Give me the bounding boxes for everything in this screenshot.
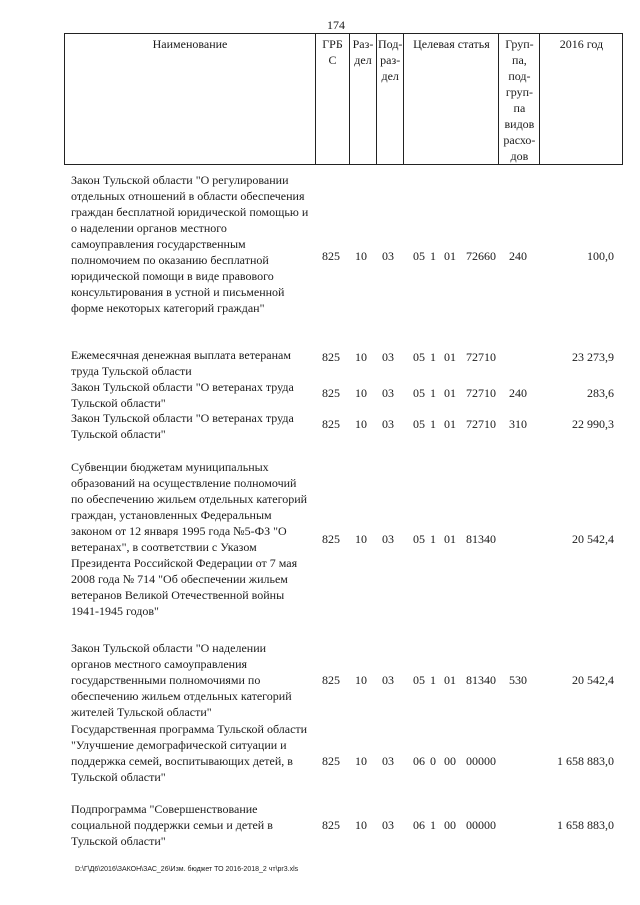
cell-razdel: 10 xyxy=(355,754,367,768)
cell-amount: 283,6 xyxy=(587,386,614,400)
cell-target-subprogram: 1 xyxy=(430,249,436,263)
table-row xyxy=(0,347,640,379)
cell-target-event: 01 xyxy=(444,386,456,400)
row-name: Закон Тульской области "О ветеранах труда Тульской области" xyxy=(71,380,294,410)
table-row xyxy=(0,459,640,619)
cell-amount: 22 990,3 xyxy=(572,417,614,431)
cell-target-program: 05 xyxy=(413,249,425,263)
footer-file-path: D:\Г\Д6\2016\ЗАКОН\ЗАС_26\Изм. бюджет ТО 2016-2018_2 чт\pr3.xls xyxy=(75,866,299,873)
cell-podrazdel: 03 xyxy=(382,417,394,431)
table-row xyxy=(0,379,640,411)
header-razdel: Раз- дел xyxy=(350,34,377,165)
cell-razdel: 10 xyxy=(355,350,367,364)
cell-grbs: 825 xyxy=(322,818,340,832)
table-header xyxy=(64,33,623,165)
cell-target-subprogram: 1 xyxy=(430,417,436,431)
cell-podrazdel: 03 xyxy=(382,754,394,768)
cell-target-subprogram: 1 xyxy=(430,532,436,546)
header-group: Груп- па, под- груп- па видов расхо- дов xyxy=(499,34,540,165)
row-name: Закон Тульской области "О наделении органов местного самоуправления государственными полномочиями по обеспечению жильем отдельных категорий жителей Тульской области" xyxy=(71,641,292,719)
cell-razdel: 10 xyxy=(355,673,367,687)
row-name: Ежемесячная денежная выплата ветеранам труда Тульской области xyxy=(71,348,291,378)
cell-razdel: 10 xyxy=(355,386,367,400)
header-name: Наименование xyxy=(65,34,316,165)
row-name: Субвенции бюджетам муниципальных образований на осуществление полномочий по обеспечению жильем отдельных категорий граждан, установленных Федеральным законом от 12 января 1995 года №5-ФЗ "О ветеранах", в соответствии с Указом Президента Российской Федерации от 7 мая 2008 года № 714 "Об обеспечении жильем ветеранов Великой Отечественной войны 1941-1945 годов" xyxy=(71,460,308,618)
table-row xyxy=(0,801,640,849)
cell-target-program: 05 xyxy=(413,532,425,546)
cell-podrazdel: 03 xyxy=(382,532,394,546)
cell-target-event: 01 xyxy=(444,417,456,431)
cell-target-event: 00 xyxy=(444,818,456,832)
row-name: Закон Тульской области "О ветеранах труда Тульской области" xyxy=(71,411,294,441)
cell-target-subprogram: 0 xyxy=(430,754,436,768)
cell-target-direction: 72660 xyxy=(466,249,496,263)
cell-amount: 1 658 883,0 xyxy=(557,754,614,768)
page-number: 174 xyxy=(327,18,345,32)
cell-razdel: 10 xyxy=(355,532,367,546)
cell-amount: 100,0 xyxy=(587,249,614,263)
cell-target-subprogram: 1 xyxy=(430,818,436,832)
cell-target-event: 01 xyxy=(444,673,456,687)
cell-group: 240 xyxy=(509,386,527,400)
cell-podrazdel: 03 xyxy=(382,249,394,263)
cell-target-program: 06 xyxy=(413,754,425,768)
cell-target-direction: 00000 xyxy=(466,754,496,768)
cell-target-event: 01 xyxy=(444,532,456,546)
cell-podrazdel: 03 xyxy=(382,818,394,832)
cell-podrazdel: 03 xyxy=(382,386,394,400)
cell-amount: 1 658 883,0 xyxy=(557,818,614,832)
cell-target-subprogram: 1 xyxy=(430,673,436,687)
cell-grbs: 825 xyxy=(322,386,340,400)
cell-target-subprogram: 1 xyxy=(430,350,436,364)
row-name: Подпрограмма "Совершенствование социальной поддержки семьи и детей в Тульской области" xyxy=(71,802,273,848)
table-row xyxy=(0,410,640,442)
cell-grbs: 825 xyxy=(322,249,340,263)
cell-grbs: 825 xyxy=(322,350,340,364)
cell-grbs: 825 xyxy=(322,532,340,546)
cell-target-direction: 81340 xyxy=(466,673,496,687)
header-year: 2016 год xyxy=(540,34,623,165)
row-name: Государственная программа Тульской области "Улучшение демографической ситуации и поддержка семей, воспитывающих детей, в Тульской области" xyxy=(71,722,308,784)
cell-podrazdel: 03 xyxy=(382,350,394,364)
cell-target-direction: 72710 xyxy=(466,386,496,400)
cell-target-direction: 72710 xyxy=(466,350,496,364)
cell-razdel: 10 xyxy=(355,818,367,832)
cell-target-program: 05 xyxy=(413,386,425,400)
cell-target-program: 05 xyxy=(413,350,425,364)
cell-razdel: 10 xyxy=(355,249,367,263)
table-row xyxy=(0,721,640,801)
cell-amount: 20 542,4 xyxy=(572,673,614,687)
cell-grbs: 825 xyxy=(322,754,340,768)
cell-target-direction: 72710 xyxy=(466,417,496,431)
cell-target-direction: 81340 xyxy=(466,532,496,546)
cell-target-direction: 00000 xyxy=(466,818,496,832)
cell-target-program: 05 xyxy=(413,673,425,687)
cell-target-program: 05 xyxy=(413,417,425,431)
cell-group: 310 xyxy=(509,417,527,431)
cell-target-event: 01 xyxy=(444,249,456,263)
table-row xyxy=(0,640,640,720)
cell-target-event: 00 xyxy=(444,754,456,768)
cell-group: 240 xyxy=(509,249,527,263)
cell-podrazdel: 03 xyxy=(382,673,394,687)
header-podrazdel: Под- раз- дел xyxy=(377,34,404,165)
cell-grbs: 825 xyxy=(322,417,340,431)
cell-amount: 23 273,9 xyxy=(572,350,614,364)
header-grbs: ГРБ С xyxy=(316,34,350,165)
cell-group: 530 xyxy=(509,673,527,687)
header-target: Целевая статья xyxy=(404,34,499,165)
table-row xyxy=(0,172,640,332)
row-name: Закон Тульской области "О регулировании отдельных отношений в области обеспечения граждан бесплатной юридической помощью и о наделении органов местного самоуправления государственным полномочием по оказанию бесплатной юридической помощи в виде правового консультирования в устной и письменной форме некоторых категорий граждан" xyxy=(71,173,309,315)
cell-grbs: 825 xyxy=(322,673,340,687)
cell-razdel: 10 xyxy=(355,417,367,431)
cell-target-program: 06 xyxy=(413,818,425,832)
cell-target-subprogram: 1 xyxy=(430,386,436,400)
cell-target-event: 01 xyxy=(444,350,456,364)
cell-amount: 20 542,4 xyxy=(572,532,614,546)
